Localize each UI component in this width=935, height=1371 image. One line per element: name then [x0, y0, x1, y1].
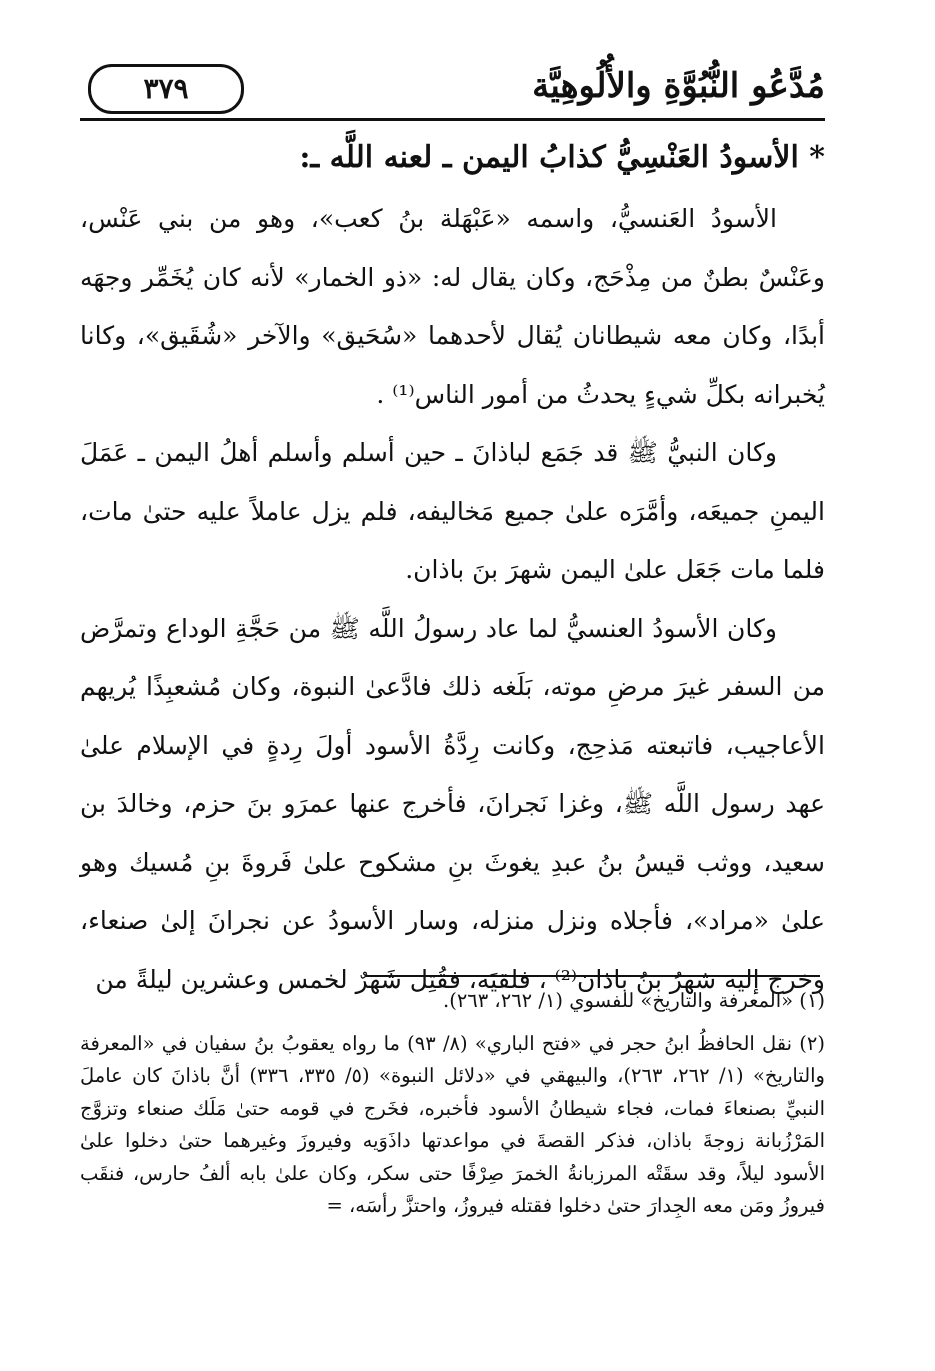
- section-heading: * الأسودُ العَنْسِيُّ كذابُ اليمن ـ لعنه اللَّه ـ:: [299, 140, 825, 175]
- paragraph: الأسودُ العَنسيُّ، واسمه «عَبْهَلة بنُ كعب»، وهو من بني عَنْس، وعَنْسٌ بطنٌ من مِذْحَج، وكان يقال له: «ذو الخمار» لأنه كان يُخَمِّر وجهَه أبدًا، وكان معه شيطانان يُقال لأحدهما «سُحَيق» والآخر «شُقَيق»، وكانا يُخبرانه بكلِّ شيءٍ يحدثُ من أمور الناس⁽¹⁾ .: [80, 204, 825, 409]
- running-title: مُدَّعُو النُّبُوَّةِ والأُلُوهِيَّة: [532, 66, 825, 106]
- page-number: ٣٧٩: [88, 64, 244, 114]
- paragraph: وكان النبيُّ ﷺ قد جَمَع لباذانَ ـ حين أسلم وأسلم أهلُ اليمن ـ عَمَلَ اليمنِ جميعَه، وأمَّرَه علىٰ جميع مَخاليفه، فلم يزل عاملاً عليه حتىٰ مات، فلما مات جَعَل علىٰ اليمن شهرَ بنَ باذان.: [80, 438, 825, 584]
- footnote-separator: [365, 975, 820, 977]
- page-header: [80, 62, 825, 118]
- main-text: [80, 190, 825, 1009]
- paragraph: وكان الأسودُ العنسيُّ لما عاد رسولُ اللَّه ﷺ من حَجَّةِ الوداع وتمرَّض من السفر غيرَ مرضِ موته، بَلَغه ذلك فادَّعىٰ النبوة، وكان مُشعبِذًا يُريهم الأعاجيب، فاتبعته مَذحِج، وكانت رِدَّةُ الأسود أولَ رِدةٍ في الإسلام علىٰ عهد رسول اللَّه ﷺ، وغزا نَجرانَ، فأخرج عنها عمرَو بنَ حزم، وخالدَ بن سعيد، ووثب قيسُ بنُ عبدِ يغوثَ بنِ مشكوح علىٰ فَروةَ بنِ مُسيك وهو علىٰ «مراد»، فأجلاه ونزل منزله، وسار الأسودُ عن نجرانَ إلىٰ صنعاء، وخرج إليه شهرُ بنُ باذان⁽²⁾ ، فلقيَه، فقُتِل شَهرٌ لخمس وعشرين ليلةً من: [80, 613, 825, 994]
- footnotes: [80, 985, 825, 1223]
- footnote: (١) «المعرفة والتاريخ» للفسوي (١/ ٢٦٢، ٢٦٣).: [443, 989, 825, 1012]
- header-divider: [80, 118, 825, 121]
- footnote: (٢) نقل الحافظُ ابنُ حجر في «فتح الباري» (٨/ ٩٣) ما رواه يعقوبُ بنُ سفيان في «المعرفة والتاريخ» (١/ ٢٦٢، ٢٦٣)، والبيهقي في «دلائل النبوة» (٥/ ٣٣٥، ٣٣٦) أنَّ باذانَ كان عاملَ النبيِّ بصنعاءَ فمات، فجاء شيطانُ الأسود فأخبره، فخَرج في قومه حتىٰ مَلَك صنعاء وتزوَّج المَرْزُبانة زوجةَ باذان، فذكر القصةَ في مواعدتها داذَوَيه وفيروزَ وغيرهما حتىٰ دخلوا علىٰ الأسود ليلاً، وقد سقَتْه المرزبانةُ الخمرَ صِرْفًا حتى سكر، وكان علىٰ بابه ألفُ حارس، فنقَب فيروزُ ومَن معه الجِدارَ حتىٰ دخلوا فقتله فيروزُ، واحتزَّ رأسَه، =: [80, 1031, 826, 1217]
